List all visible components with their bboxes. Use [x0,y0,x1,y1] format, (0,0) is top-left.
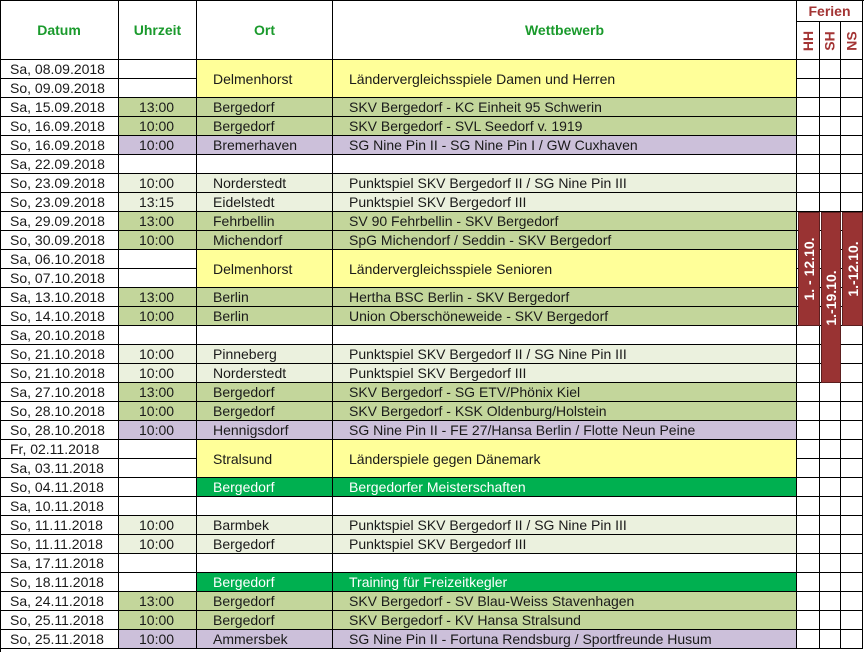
ferien-cell [820,516,841,535]
ferien-cell [841,345,863,364]
ferien-cell [841,554,863,573]
ferien-cell [820,554,841,573]
ferien-bar-sh [821,212,841,383]
time-cell [119,269,197,288]
ferien-cell [841,516,863,535]
ferien-cell [841,155,863,174]
ferien-cell [797,459,820,478]
time-cell [119,440,197,459]
time-cell: 13:00 [119,212,197,231]
competition-cell: SKV Bergedorf - KC Einheit 95 Schwerin [333,98,797,117]
ferien-cell [841,592,863,611]
ferien-cell [841,497,863,516]
ferien-cell [797,402,820,421]
date-cell: So, 23.09.2018 [0,193,119,212]
header-uhrzeit: Uhrzeit [119,0,197,60]
competition-cell: Punktspiel SKV Bergedorf III [333,535,797,554]
competition-cell: SKV Bergedorf - SVL Seedorf v. 1919 [333,117,797,136]
ferien-cell [820,60,841,79]
location-cell [197,155,333,174]
location-cell: Barmbek [197,516,333,535]
ferien-cell [820,440,841,459]
ferien-cell [841,611,863,630]
date-cell: So, 25.11.2018 [0,611,119,630]
location-cell [197,326,333,345]
location-cell: Bergedorf [197,383,333,402]
competition-cell [333,155,797,174]
competition-cell [333,554,797,573]
header-datum: Datum [0,0,119,60]
ferien-cell [820,611,841,630]
competition-cell: Punktspiel SKV Bergedorf III [333,364,797,383]
ferien-bar-label: 1. - 12.10. [801,237,817,301]
date-cell: Sa, 29.09.2018 [0,212,119,231]
date-cell: Sa, 15.09.2018 [0,98,119,117]
time-cell: 10:00 [119,345,197,364]
ferien-cell [820,478,841,497]
header-ferien-hh [797,22,820,60]
header-ferien: Ferien [797,0,863,22]
date-cell: So, 07.10.2018 [0,269,119,288]
time-cell: 13:15 [119,193,197,212]
location-cell: Stralsund [197,440,333,478]
time-cell [119,573,197,592]
ferien-cell [841,326,863,345]
competition-cell: Bergedorfer Meisterschaften [333,478,797,497]
date-cell: So, 16.09.2018 [0,136,119,155]
competition-cell: Punktspiel SKV Bergedorf III [333,193,797,212]
competition-cell: SKV Bergedorf - SV Blau-Weiss Stavenhagen [333,592,797,611]
ferien-cell [797,592,820,611]
competition-cell: Ländervergleichsspiele Senioren [333,250,797,288]
ferien-cell [797,573,820,592]
date-cell: So, 21.10.2018 [0,364,119,383]
location-cell: Bergedorf [197,402,333,421]
header-ferien-ns [841,22,863,60]
location-cell: Delmenhorst [197,250,333,288]
ferien-cell [797,345,820,364]
date-cell: So, 28.10.2018 [0,402,119,421]
date-cell: So, 28.10.2018 [0,421,119,440]
competition-cell: SV 90 Fehrbellin - SKV Bergedorf [333,212,797,231]
ferien-cell [797,193,820,212]
ferien-cell [797,136,820,155]
ferien-column-label: SH [821,30,838,51]
ferien-bar-ns [842,212,863,326]
ferien-cell [841,60,863,79]
date-cell: So, 25.11.2018 [0,630,119,649]
time-cell: 10:00 [119,630,197,649]
time-cell: 10:00 [119,231,197,250]
location-cell: Bergedorf [197,98,333,117]
competition-cell: SG Nine Pin II - Fortuna Rendsburg / Sportfreunde Husum [333,630,797,649]
ferien-cell [841,117,863,136]
ferien-cell [841,421,863,440]
ferien-cell [820,630,841,649]
date-cell: So, 14.10.2018 [0,307,119,326]
time-cell [119,60,197,79]
date-cell: So, 09.09.2018 [0,79,119,98]
ferien-cell [797,364,820,383]
ferien-cell [841,364,863,383]
location-cell: Michendorf [197,231,333,250]
ferien-column-label: NS [843,30,860,51]
competition-cell [333,497,797,516]
time-cell [119,250,197,269]
time-cell [119,478,197,497]
competition-cell: Ländervergleichsspiele Damen und Herren [333,60,797,98]
ferien-cell [841,630,863,649]
date-cell: So, 21.10.2018 [0,345,119,364]
location-cell: Bergedorf [197,592,333,611]
ferien-cell [820,193,841,212]
ferien-cell [820,136,841,155]
location-cell: Pinneberg [197,345,333,364]
location-cell: Norderstedt [197,364,333,383]
competition-cell: SKV Bergedorf - KV Hansa Stralsund [333,611,797,630]
ferien-cell [841,174,863,193]
ferien-cell [820,98,841,117]
competition-cell: Union Oberschöneweide - SKV Bergedorf [333,307,797,326]
date-cell: So, 11.11.2018 [0,535,119,554]
ferien-cell [820,174,841,193]
ferien-bar-label: 1.-12.10. [844,241,861,297]
time-cell: 10:00 [119,402,197,421]
time-cell [119,326,197,345]
competition-cell: Punktspiel SKV Bergedorf II / SG Nine Pin III [333,345,797,364]
ferien-bar-label: 1.-19.10. [823,269,839,326]
time-cell: 13:00 [119,98,197,117]
ferien-cell [841,383,863,402]
ferien-cell [820,117,841,136]
competition-cell: SKV Bergedorf - SG ETV/Phönix Kiel [333,383,797,402]
competition-cell: Hertha BSC Berlin - SKV Bergedorf [333,288,797,307]
location-cell: Bergedorf [197,611,333,630]
competition-cell: Punktspiel SKV Bergedorf II / SG Nine Pin III [333,174,797,193]
ferien-cell [820,383,841,402]
location-cell: Bergedorf [197,535,333,554]
location-cell: Bergedorf [197,117,333,136]
ferien-cell [797,98,820,117]
date-cell: Sa, 03.11.2018 [0,459,119,478]
location-cell: Eidelstedt [197,193,333,212]
date-cell: Sa, 13.10.2018 [0,288,119,307]
ferien-column-label: HH [799,30,816,51]
ferien-cell [797,497,820,516]
competition-cell: SG Nine Pin II - FE 27/Hansa Berlin / Flotte Neun Peine [333,421,797,440]
ferien-bar-hh [798,212,820,326]
date-cell: So, 11.11.2018 [0,516,119,535]
competition-cell [333,326,797,345]
time-cell: 10:00 [119,611,197,630]
location-cell: Norderstedt [197,174,333,193]
header-ferien-sh [820,22,841,60]
ferien-cell [797,554,820,573]
location-cell: Bergedorf [197,573,333,592]
ferien-cell [841,98,863,117]
date-cell: So, 16.09.2018 [0,117,119,136]
date-cell: Sa, 08.09.2018 [0,60,119,79]
header-ort: Ort [197,0,333,60]
ferien-cell [841,402,863,421]
ferien-cell [820,402,841,421]
time-cell: 10:00 [119,535,197,554]
ferien-cell [820,592,841,611]
ferien-cell [820,459,841,478]
ferien-cell [797,174,820,193]
location-cell: Ammersbek [197,630,333,649]
ferien-cell [841,79,863,98]
location-cell: Berlin [197,288,333,307]
date-cell: Sa, 06.10.2018 [0,250,119,269]
ferien-cell [797,383,820,402]
ferien-cell [797,421,820,440]
competition-cell: SKV Bergedorf - KSK Oldenburg/Holstein [333,402,797,421]
ferien-cell [797,516,820,535]
date-cell: Sa, 17.11.2018 [0,554,119,573]
location-cell: Delmenhorst [197,60,333,98]
time-cell [119,554,197,573]
ferien-cell [797,79,820,98]
ferien-cell [820,573,841,592]
location-cell: Bergedorf [197,478,333,497]
ferien-cell [797,440,820,459]
ferien-cell [797,478,820,497]
ferien-cell [841,440,863,459]
ferien-cell [797,117,820,136]
ferien-cell [797,155,820,174]
time-cell [119,155,197,174]
ferien-cell [797,326,820,345]
time-cell: 10:00 [119,174,197,193]
time-cell: 10:00 [119,421,197,440]
date-cell: So, 30.09.2018 [0,231,119,250]
time-cell [119,79,197,98]
date-cell: Fr, 02.11.2018 [0,440,119,459]
date-cell: So, 23.09.2018 [0,174,119,193]
time-cell [119,497,197,516]
competition-cell: SpG Michendorf / Seddin - SKV Bergedorf [333,231,797,250]
time-cell [119,459,197,478]
date-cell: Sa, 10.11.2018 [0,497,119,516]
time-cell: 10:00 [119,307,197,326]
ferien-cell [841,459,863,478]
ferien-cell [820,79,841,98]
ferien-cell [820,155,841,174]
ferien-cell [820,421,841,440]
header-wettbewerb: Wettbewerb [333,0,797,60]
location-cell: Hennigsdorf [197,421,333,440]
time-cell: 10:00 [119,117,197,136]
ferien-cell [841,535,863,554]
ferien-cell [841,478,863,497]
date-cell: So, 18.11.2018 [0,573,119,592]
ferien-cell [797,630,820,649]
ferien-cell [797,60,820,79]
competition-cell: Punktspiel SKV Bergedorf II / SG Nine Pin III [333,516,797,535]
ferien-cell [841,193,863,212]
ferien-cell [841,573,863,592]
competition-cell: Länderspiele gegen Dänemark [333,440,797,478]
location-cell: Fehrbellin [197,212,333,231]
ferien-cell [797,535,820,554]
ferien-cell [797,611,820,630]
time-cell: 10:00 [119,516,197,535]
date-cell: Sa, 27.10.2018 [0,383,119,402]
time-cell: 13:00 [119,383,197,402]
time-cell: 13:00 [119,592,197,611]
time-cell: 10:00 [119,136,197,155]
date-cell: Sa, 24.11.2018 [0,592,119,611]
date-cell: Sa, 22.09.2018 [0,155,119,174]
ferien-cell [841,136,863,155]
location-cell: Berlin [197,307,333,326]
competition-cell: Training für Freizeitkegler [333,573,797,592]
location-cell [197,497,333,516]
competition-cell: SG Nine Pin II - SG Nine Pin I / GW Cuxhaven [333,136,797,155]
time-cell: 13:00 [119,288,197,307]
location-cell: Bremerhaven [197,136,333,155]
ferien-cell [820,497,841,516]
date-cell: Sa, 20.10.2018 [0,326,119,345]
location-cell [197,554,333,573]
time-cell: 10:00 [119,364,197,383]
ferien-cell [820,535,841,554]
date-cell: So, 04.11.2018 [0,478,119,497]
